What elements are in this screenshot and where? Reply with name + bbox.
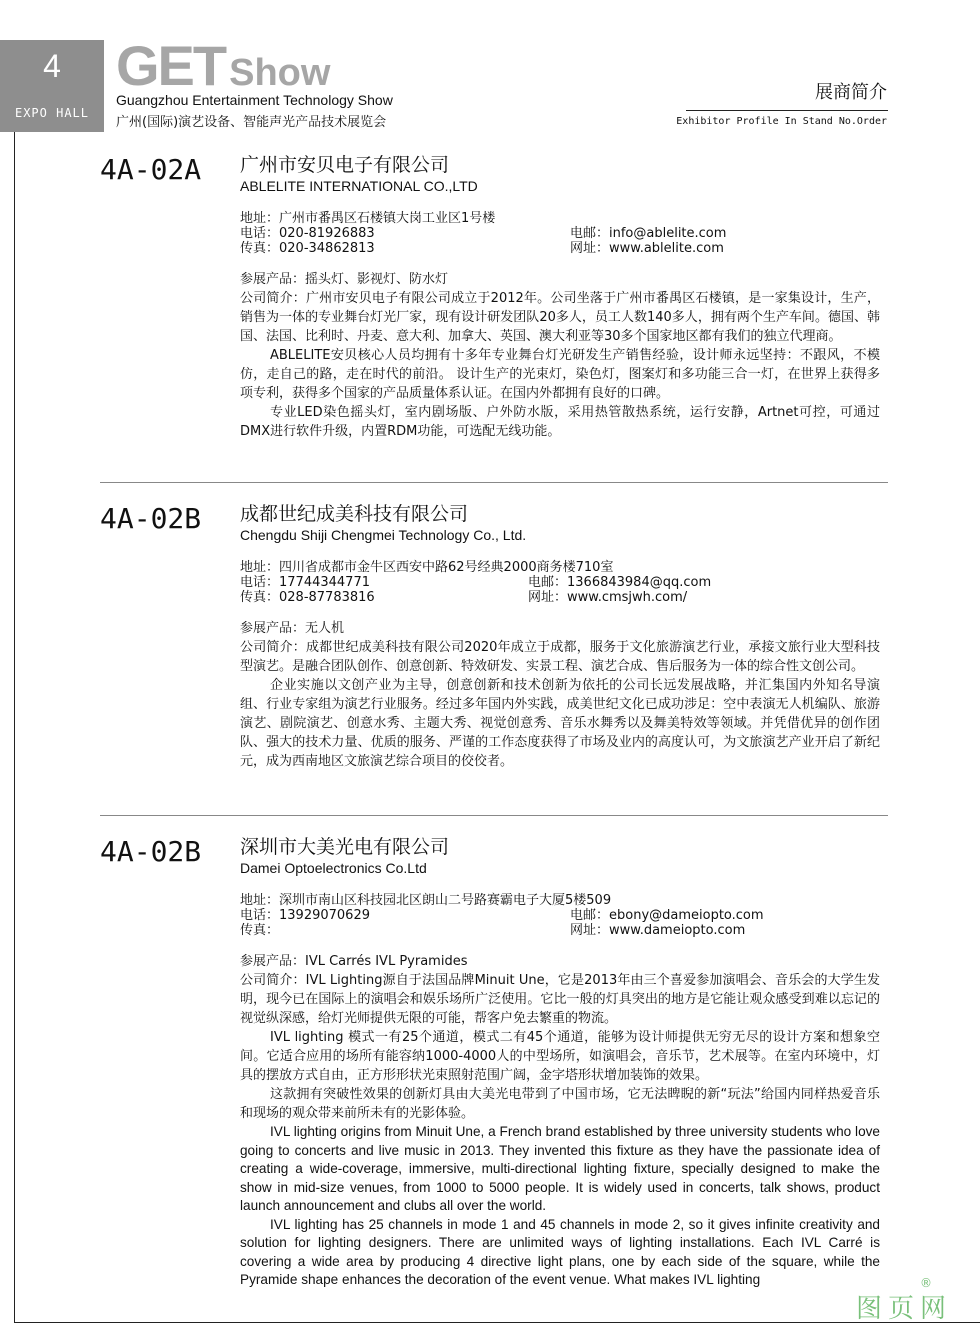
fax: 传真： bbox=[240, 923, 280, 938]
section-divider bbox=[100, 482, 888, 483]
show-subtitle-en: Guangzhou Entertainment Technology Show bbox=[116, 92, 393, 108]
company-name-en: Damei Optoelectronics Co.Ltd bbox=[240, 860, 427, 876]
exhibitor-body bbox=[240, 153, 880, 441]
website: 网址：www.dameiopto.com bbox=[570, 923, 746, 938]
section-title: 展商简介 bbox=[815, 82, 887, 103]
company-name-en: ABLELITE INTERNATIONAL CO.,LTD bbox=[240, 178, 478, 194]
fax: 传真：028-87783816 bbox=[240, 590, 375, 605]
contact-block bbox=[240, 560, 880, 605]
page-frame-left bbox=[14, 132, 15, 1322]
stand-number: 4A-02A bbox=[100, 153, 202, 186]
contact-block bbox=[240, 211, 880, 256]
company-name-en: Chengdu Shiji Chengmei Technology Co., Ltd. bbox=[240, 527, 527, 543]
company-paragraph: ABLELITE安贝核心人员均拥有十多年专业舞台灯光研发生产销售经验，设计师永远坚持：不跟风，不模仿，走自己的路，走在时代的前沿。 设计生产的光束灯，染色灯，图案灯和多功能三合一灯，在世界上获得多项专利，获得多个国家的产品质量体系认证。在国内外都拥有良好的口碑。 bbox=[240, 348, 880, 401]
exhibitor-body bbox=[240, 502, 880, 771]
site-watermark: 图页网 bbox=[856, 1294, 953, 1324]
page-tab bbox=[0, 40, 104, 132]
contact-block bbox=[240, 893, 880, 938]
logo-show: Show bbox=[229, 52, 331, 94]
products: 参展产品：无人机 bbox=[240, 621, 345, 636]
email: 电邮：ebony@dameiopto.com bbox=[570, 908, 764, 923]
company-intro: 公司简介：广州市安贝电子有限公司成立于2012年。公司坐落于广州市番禺区石楼镇，是一家集设计，生产，销售为一体的专业舞台灯光厂家，现有设计研发团队20多人，员工人数140多人，拥有两个生产车间。德国、韩国、法国、比利时、丹麦、意大利、加拿大、英国、澳大利亚等30多个国家地区都有我们的独立代理商。 bbox=[240, 291, 880, 344]
exhibitor-body bbox=[240, 835, 880, 1290]
email: 电邮：1366843984@qq.com bbox=[528, 575, 712, 590]
stand-number: 4A-02B bbox=[100, 502, 202, 535]
address: 地址：广州市番禺区石楼镇大岗工业区1号楼 bbox=[240, 211, 496, 226]
logo-get: GET bbox=[116, 34, 226, 97]
fax: 传真：020-34862813 bbox=[240, 241, 375, 256]
company-paragraph-en: IVL lighting has 25 channels in mode 1 and 45 channels in mode 2, so it gives infinite creativity and solution for lighting designers. There are unlimited ways of lighting installations. Each IVL Carré is covering a wide area by producing 4 directive light plans, one by each side of the square, while the Pyramide shape enhances the decoration of the event venue. What makes IVL lighting bbox=[240, 1216, 880, 1287]
products: 参展产品：摇头灯、影视灯、防水灯 bbox=[240, 272, 449, 287]
phone: 电话：13929070629 bbox=[240, 908, 370, 923]
page-frame-bottom bbox=[14, 1322, 980, 1323]
get-show-logo bbox=[116, 34, 331, 97]
company-paragraph: IVL lighting 模式一有25个通道，模式二有45个通道，能够为设计师提供无穷无尽的设计方案和想象空间。它适合应用的场所有能容纳1000-4000人的中型场所，如演唱会，音乐节，艺术展等。在室内环境中，灯具的摆放方式自由，正方形形状光束照射范围广阔，金字塔形状增加装饰的效果。 bbox=[240, 1030, 880, 1083]
section-subtitle: Exhibitor Profile In Stand No.Order bbox=[676, 116, 887, 127]
show-subtitle-cn: 广州(国际)演艺设备、智能声光产品技术展览会 bbox=[116, 115, 387, 130]
company-paragraph: 专业LED染色摇头灯，室内剧场版、户外防水版，采用热管散热系统，运行安静，Artnet可控，可通过DMX进行软件升级，内置RDM功能，可选配无线功能。 bbox=[240, 405, 880, 439]
hall-label: EXPO HALL bbox=[14, 106, 90, 120]
stand-number: 4A-02B bbox=[100, 835, 202, 868]
company-name-cn: 成都世纪成美科技有限公司 bbox=[240, 503, 469, 525]
products: 参展产品：IVL Carrés IVL Pyramides bbox=[240, 954, 468, 969]
company-paragraph: 企业实施以文创产业为主导，创意创新和技术创新为依托的公司长远发展战略，并汇集国内外知名导演组、行业专家组为演艺行业服务。经过多年国内外实践，成美世纪文化已成功涉足：空中表演无人机编队、旅游演艺、剧院演艺、创意水秀、主题大秀、视觉创意秀、音乐水舞秀以及舞美特效等领域。并凭借优异的创作团队、强大的技术力量、优质的服务、严谨的工作态度获得了市场及业内的高度认可，为文旅演艺产业开启了新纪元，成为西南地区文旅演艺综合项目的佼佼者。 bbox=[240, 678, 880, 769]
phone: 电话：020-81926883 bbox=[240, 226, 375, 241]
address: 地址：四川省成都市金牛区西安中路62号经典2000商务楼710室 bbox=[240, 560, 614, 575]
company-paragraph: 这款拥有突破性效果的创新灯具由大美光电带到了中国市场，它无法睥睨的新“玩法”给国内同样热爱音乐和现场的观众带来前所未有的光影体验。 bbox=[240, 1087, 880, 1121]
section-divider bbox=[100, 815, 888, 816]
page-number: 4 bbox=[43, 48, 61, 84]
phone: 电话：17744344771 bbox=[240, 575, 370, 590]
company-intro: 公司简介：成都世纪成美科技有限公司2020年成立于成都，服务于文化旅游演艺行业，承接文旅行业大型科技型演艺。是融合团队创作、创意创新、特效研发、实景工程、演艺合成、售后服务为一体的综合性文创公司。 bbox=[240, 640, 880, 674]
company-name-cn: 广州市安贝电子有限公司 bbox=[240, 154, 450, 176]
company-name-cn: 深圳市大美光电有限公司 bbox=[240, 836, 450, 858]
section-title-rule bbox=[686, 110, 888, 111]
website: 网址：www.cmsjwh.com/ bbox=[528, 590, 688, 605]
company-intro: 公司简介：IVL Lighting源自于法国品牌Minuit Une，它是2013年由三个喜爱参加演唱会、音乐会的大学生发明，现今已在国际上的演唱会和娱乐场所广泛使用。它比一般的灯具突出的地方是它能让观众感受到难以忘记的视觉纵深感，给灯光师提供无限的可能，帮客户免去繁重的物流。 bbox=[240, 973, 880, 1026]
address: 地址：深圳市南山区科技园北区朗山二号路赛霸电子大厦5楼509 bbox=[240, 893, 612, 908]
website: 网址：www.ablelite.com bbox=[570, 241, 724, 256]
company-paragraph-en: IVL lighting origins from Minuit Une, a French brand established by three university students who love going to concerts and live music in 2013. They invented this fixture as they have the passionate idea of creating a wide-coverage, immersive, multi-directional lighting fixture, specially designed to make the show in mid-size venues, from 1000 to 5000 people. It is widely used in concerts, talk shows, product launch announcement and clubs all over the world. bbox=[240, 1124, 880, 1213]
registered-mark: ® bbox=[920, 1276, 932, 1290]
email: 电邮：info@ablelite.com bbox=[570, 226, 727, 241]
